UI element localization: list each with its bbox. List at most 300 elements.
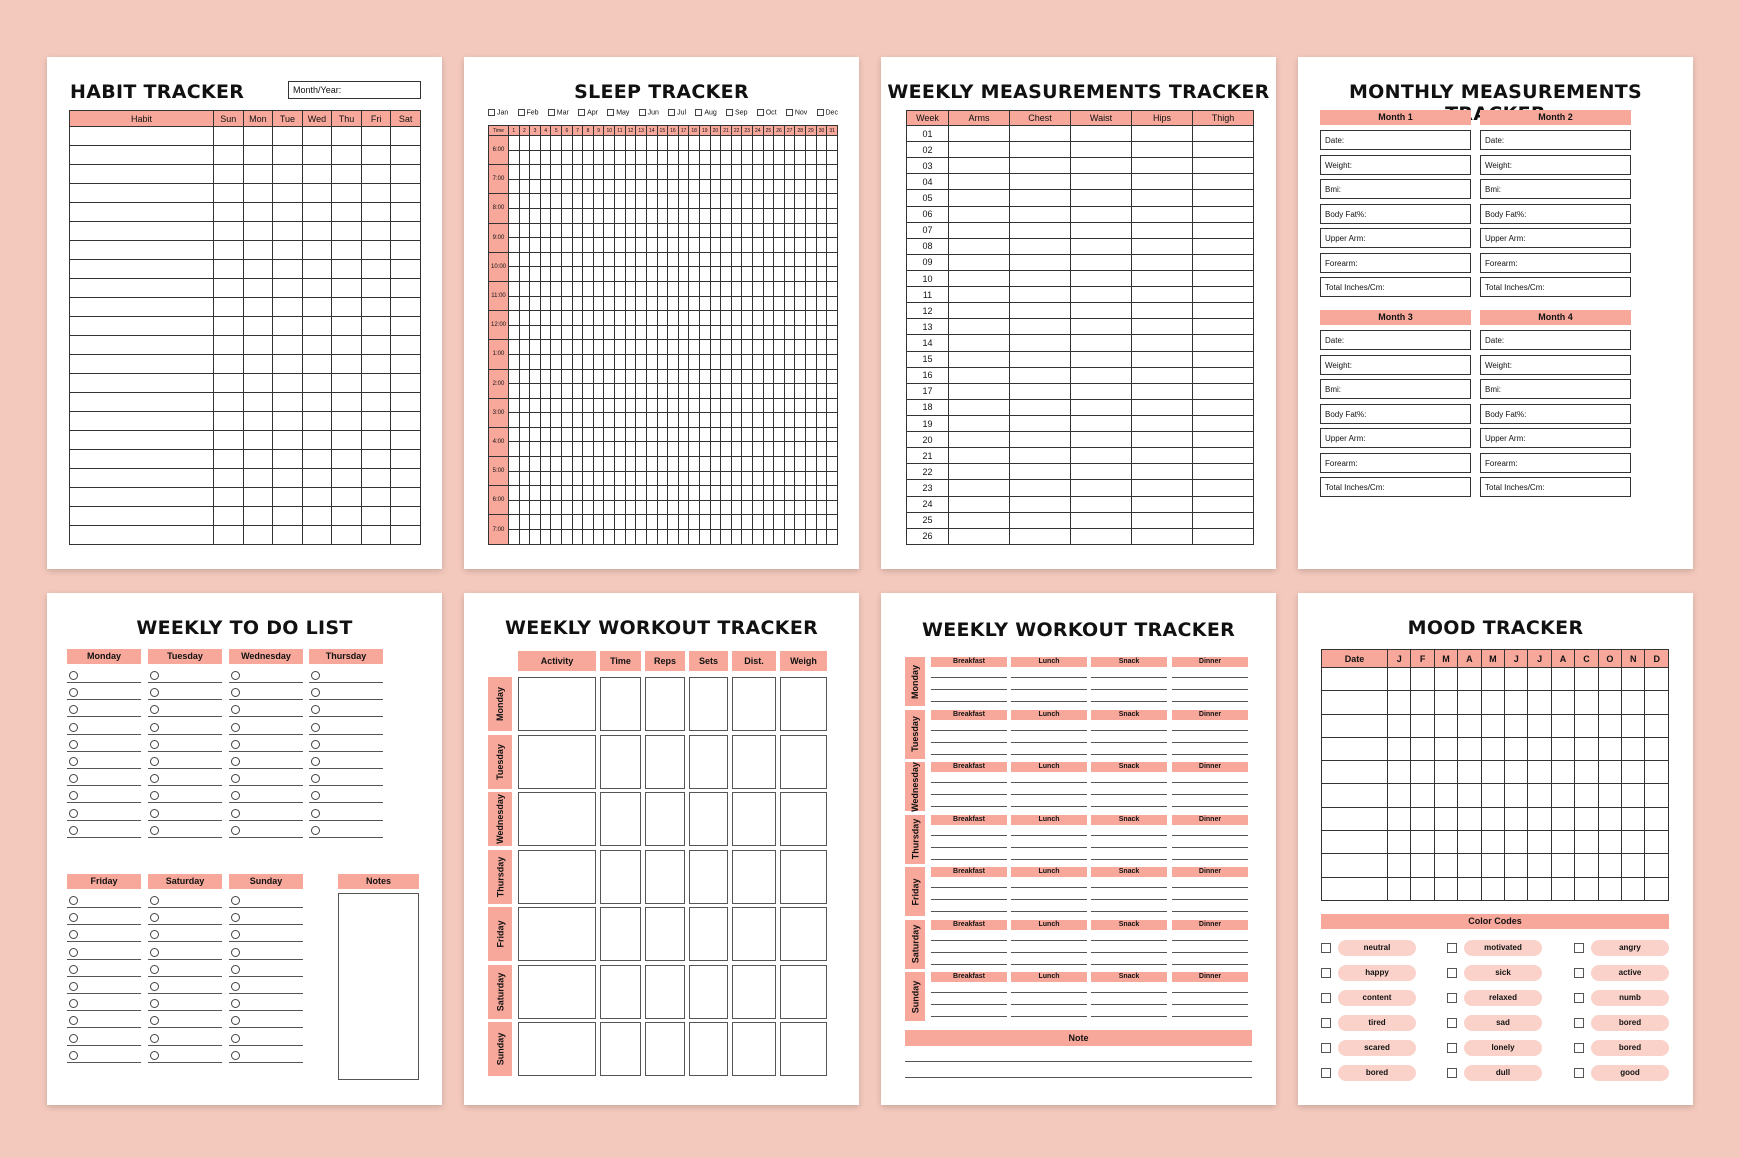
sleep-cell[interactable] bbox=[540, 515, 551, 530]
todo-checkbox[interactable] bbox=[150, 809, 159, 818]
color-code-checkbox[interactable] bbox=[1447, 993, 1457, 1003]
measurement-cell[interactable] bbox=[1071, 432, 1132, 448]
sleep-cell[interactable] bbox=[689, 427, 700, 442]
todo-checkbox[interactable] bbox=[311, 723, 320, 732]
color-code-checkbox[interactable] bbox=[1321, 1018, 1331, 1028]
sleep-cell[interactable] bbox=[721, 398, 732, 413]
measurement-cell[interactable] bbox=[949, 158, 1010, 174]
habit-cell[interactable] bbox=[273, 317, 303, 336]
sleep-cell[interactable] bbox=[615, 238, 626, 253]
sleep-cell[interactable] bbox=[816, 442, 827, 457]
sleep-cell[interactable] bbox=[721, 281, 732, 296]
habit-cell[interactable] bbox=[243, 279, 273, 298]
todo-checkbox[interactable] bbox=[69, 1034, 78, 1043]
sleep-cell[interactable] bbox=[689, 267, 700, 282]
sleep-cell[interactable] bbox=[530, 179, 541, 194]
todo-checkbox[interactable] bbox=[69, 809, 78, 818]
mood-cell[interactable] bbox=[1598, 877, 1621, 900]
sleep-cell[interactable] bbox=[604, 413, 615, 428]
workout-cell[interactable] bbox=[645, 735, 685, 789]
sleep-cell[interactable] bbox=[784, 442, 795, 457]
sleep-cell[interactable] bbox=[540, 194, 551, 209]
sleep-cell[interactable] bbox=[572, 515, 583, 530]
sleep-cell[interactable] bbox=[583, 398, 594, 413]
todo-checkbox[interactable] bbox=[150, 671, 159, 680]
sleep-cell[interactable] bbox=[583, 165, 594, 180]
sleep-cell[interactable] bbox=[593, 150, 604, 165]
sleep-cell[interactable] bbox=[540, 208, 551, 223]
sleep-cell[interactable] bbox=[689, 252, 700, 267]
sleep-cell[interactable] bbox=[530, 252, 541, 267]
measurement-cell[interactable] bbox=[949, 142, 1010, 158]
sleep-cell[interactable] bbox=[657, 515, 668, 530]
sleep-cell[interactable] bbox=[562, 500, 573, 515]
mood-cell[interactable] bbox=[1551, 761, 1574, 784]
sleep-cell[interactable] bbox=[540, 340, 551, 355]
workout-cell[interactable] bbox=[600, 907, 641, 961]
sleep-cell[interactable] bbox=[604, 384, 615, 399]
sleep-cell[interactable] bbox=[721, 500, 732, 515]
habit-cell[interactable] bbox=[273, 393, 303, 412]
sleep-cell[interactable] bbox=[530, 530, 541, 545]
measurement-cell[interactable] bbox=[949, 319, 1010, 335]
habit-cell[interactable] bbox=[214, 317, 244, 336]
month-checkbox[interactable] bbox=[695, 109, 716, 116]
sleep-cell[interactable] bbox=[604, 208, 615, 223]
measurement-cell[interactable] bbox=[1010, 270, 1071, 286]
sleep-cell[interactable] bbox=[540, 354, 551, 369]
sleep-cell[interactable] bbox=[625, 471, 636, 486]
sleep-cell[interactable] bbox=[731, 486, 742, 501]
sleep-cell[interactable] bbox=[636, 194, 647, 209]
sleep-cell[interactable] bbox=[689, 398, 700, 413]
sleep-cell[interactable] bbox=[774, 442, 785, 457]
habit-cell[interactable] bbox=[214, 260, 244, 279]
sleep-cell[interactable] bbox=[668, 486, 679, 501]
sleep-cell[interactable] bbox=[806, 500, 817, 515]
sleep-cell[interactable] bbox=[806, 165, 817, 180]
sleep-cell[interactable] bbox=[625, 515, 636, 530]
habit-cell[interactable] bbox=[214, 469, 244, 488]
sleep-cell[interactable] bbox=[806, 325, 817, 340]
sleep-cell[interactable] bbox=[710, 369, 721, 384]
sleep-cell[interactable] bbox=[593, 194, 604, 209]
sleep-cell[interactable] bbox=[699, 208, 710, 223]
workout-cell[interactable] bbox=[645, 677, 685, 731]
sleep-cell[interactable] bbox=[646, 457, 657, 472]
sleep-cell[interactable] bbox=[572, 369, 583, 384]
sleep-cell[interactable] bbox=[604, 340, 615, 355]
mood-cell[interactable] bbox=[1411, 714, 1434, 737]
workout-cell[interactable] bbox=[518, 1022, 596, 1076]
measurement-cell[interactable] bbox=[1010, 528, 1071, 544]
sleep-cell[interactable] bbox=[784, 340, 795, 355]
sleep-cell[interactable] bbox=[593, 208, 604, 223]
month-checkbox[interactable] bbox=[548, 109, 569, 116]
month-checkbox[interactable] bbox=[817, 109, 838, 116]
measurement-cell[interactable] bbox=[1193, 190, 1254, 206]
sleep-cell[interactable] bbox=[562, 515, 573, 530]
sleep-cell[interactable] bbox=[753, 252, 764, 267]
sleep-cell[interactable] bbox=[636, 384, 647, 399]
sleep-cell[interactable] bbox=[731, 427, 742, 442]
sleep-cell[interactable] bbox=[625, 457, 636, 472]
measurement-cell[interactable] bbox=[1132, 303, 1193, 319]
sleep-cell[interactable] bbox=[827, 500, 838, 515]
mood-cell[interactable] bbox=[1528, 807, 1551, 830]
sleep-cell[interactable] bbox=[646, 223, 657, 238]
workout-cell[interactable] bbox=[645, 965, 685, 1019]
workout-cell[interactable] bbox=[645, 907, 685, 961]
sleep-cell[interactable] bbox=[731, 471, 742, 486]
sleep-cell[interactable] bbox=[509, 398, 520, 413]
sleep-cell[interactable] bbox=[689, 442, 700, 457]
sleep-cell[interactable] bbox=[583, 179, 594, 194]
mood-cell[interactable] bbox=[1411, 831, 1434, 854]
sleep-cell[interactable] bbox=[583, 238, 594, 253]
todo-checkbox[interactable] bbox=[231, 1016, 240, 1025]
sleep-cell[interactable] bbox=[763, 179, 774, 194]
sleep-cell[interactable] bbox=[689, 325, 700, 340]
sleep-cell[interactable] bbox=[827, 515, 838, 530]
sleep-cell[interactable] bbox=[657, 208, 668, 223]
sleep-cell[interactable] bbox=[530, 500, 541, 515]
mood-cell[interactable] bbox=[1481, 877, 1504, 900]
sleep-cell[interactable] bbox=[753, 530, 764, 545]
sleep-cell[interactable] bbox=[562, 252, 573, 267]
sleep-cell[interactable] bbox=[519, 500, 530, 515]
sleep-cell[interactable] bbox=[710, 325, 721, 340]
color-code-checkbox[interactable] bbox=[1321, 1068, 1331, 1078]
sleep-cell[interactable] bbox=[699, 515, 710, 530]
todo-checkbox[interactable] bbox=[69, 965, 78, 974]
mood-cell[interactable] bbox=[1388, 737, 1411, 760]
sleep-cell[interactable] bbox=[784, 223, 795, 238]
measurement-cell[interactable] bbox=[1193, 528, 1254, 544]
mood-cell[interactable] bbox=[1622, 737, 1645, 760]
sleep-cell[interactable] bbox=[509, 238, 520, 253]
sleep-cell[interactable] bbox=[636, 165, 647, 180]
habit-cell[interactable] bbox=[243, 127, 273, 146]
sleep-cell[interactable] bbox=[816, 384, 827, 399]
sleep-cell[interactable] bbox=[689, 384, 700, 399]
sleep-cell[interactable] bbox=[583, 150, 594, 165]
mood-cell[interactable] bbox=[1575, 691, 1598, 714]
measurement-cell[interactable] bbox=[1071, 142, 1132, 158]
mood-cell[interactable] bbox=[1411, 784, 1434, 807]
sleep-cell[interactable] bbox=[551, 500, 562, 515]
sleep-cell[interactable] bbox=[636, 136, 647, 151]
sleep-cell[interactable] bbox=[636, 354, 647, 369]
sleep-cell[interactable] bbox=[689, 500, 700, 515]
habit-cell[interactable] bbox=[361, 241, 391, 260]
todo-checkbox[interactable] bbox=[150, 791, 159, 800]
measurement-cell[interactable] bbox=[949, 222, 1010, 238]
sleep-cell[interactable] bbox=[646, 354, 657, 369]
mood-cell[interactable] bbox=[1481, 784, 1504, 807]
measurement-cell[interactable] bbox=[1010, 448, 1071, 464]
mood-cell[interactable] bbox=[1598, 831, 1621, 854]
sleep-cell[interactable] bbox=[721, 252, 732, 267]
sleep-cell[interactable] bbox=[763, 194, 774, 209]
sleep-cell[interactable] bbox=[625, 486, 636, 501]
sleep-cell[interactable] bbox=[551, 515, 562, 530]
measurement-cell[interactable] bbox=[1193, 464, 1254, 480]
mood-cell[interactable] bbox=[1388, 691, 1411, 714]
measurement-cell[interactable] bbox=[1071, 464, 1132, 480]
mood-cell[interactable] bbox=[1481, 668, 1504, 691]
sleep-cell[interactable] bbox=[774, 311, 785, 326]
color-code-checkbox[interactable] bbox=[1574, 993, 1584, 1003]
sleep-cell[interactable] bbox=[731, 500, 742, 515]
measurement-cell[interactable] bbox=[1071, 254, 1132, 270]
sleep-cell[interactable] bbox=[689, 179, 700, 194]
sleep-cell[interactable] bbox=[721, 471, 732, 486]
mood-cell[interactable] bbox=[1528, 784, 1551, 807]
sleep-cell[interactable] bbox=[572, 150, 583, 165]
sleep-cell[interactable] bbox=[710, 515, 721, 530]
sleep-cell[interactable] bbox=[625, 208, 636, 223]
habit-cell[interactable] bbox=[302, 165, 332, 184]
sleep-cell[interactable] bbox=[551, 281, 562, 296]
sleep-cell[interactable] bbox=[753, 369, 764, 384]
sleep-cell[interactable] bbox=[519, 281, 530, 296]
habit-cell[interactable] bbox=[302, 184, 332, 203]
sleep-cell[interactable] bbox=[604, 369, 615, 384]
sleep-cell[interactable] bbox=[699, 457, 710, 472]
sleep-cell[interactable] bbox=[699, 427, 710, 442]
sleep-cell[interactable] bbox=[636, 442, 647, 457]
sleep-cell[interactable] bbox=[678, 296, 689, 311]
sleep-cell[interactable] bbox=[646, 296, 657, 311]
sleep-cell[interactable] bbox=[710, 427, 721, 442]
workout-cell[interactable] bbox=[780, 735, 827, 789]
habit-cell[interactable] bbox=[70, 374, 214, 393]
sleep-cell[interactable] bbox=[774, 413, 785, 428]
sleep-cell[interactable] bbox=[753, 427, 764, 442]
sleep-cell[interactable] bbox=[678, 530, 689, 545]
sleep-cell[interactable] bbox=[731, 238, 742, 253]
measurement-field[interactable] bbox=[1320, 204, 1471, 224]
measurement-cell[interactable] bbox=[1132, 464, 1193, 480]
sleep-cell[interactable] bbox=[562, 340, 573, 355]
todo-checkbox[interactable] bbox=[150, 999, 159, 1008]
habit-cell[interactable] bbox=[391, 146, 421, 165]
sleep-cell[interactable] bbox=[636, 325, 647, 340]
workout-cell[interactable] bbox=[780, 1022, 827, 1076]
sleep-cell[interactable] bbox=[646, 500, 657, 515]
sleep-cell[interactable] bbox=[699, 354, 710, 369]
sleep-cell[interactable] bbox=[795, 369, 806, 384]
sleep-cell[interactable] bbox=[668, 252, 679, 267]
sleep-cell[interactable] bbox=[699, 150, 710, 165]
sleep-cell[interactable] bbox=[678, 471, 689, 486]
sleep-cell[interactable] bbox=[551, 179, 562, 194]
sleep-cell[interactable] bbox=[699, 340, 710, 355]
measurement-cell[interactable] bbox=[1071, 367, 1132, 383]
sleep-cell[interactable] bbox=[625, 369, 636, 384]
color-code-checkbox[interactable] bbox=[1574, 1043, 1584, 1053]
sleep-cell[interactable] bbox=[795, 252, 806, 267]
habit-cell[interactable] bbox=[302, 431, 332, 450]
sleep-cell[interactable] bbox=[699, 384, 710, 399]
sleep-cell[interactable] bbox=[530, 515, 541, 530]
sleep-cell[interactable] bbox=[583, 252, 594, 267]
sleep-cell[interactable] bbox=[551, 354, 562, 369]
sleep-cell[interactable] bbox=[668, 208, 679, 223]
measurement-cell[interactable] bbox=[1193, 383, 1254, 399]
sleep-cell[interactable] bbox=[636, 500, 647, 515]
sleep-cell[interactable] bbox=[540, 179, 551, 194]
sleep-cell[interactable] bbox=[657, 281, 668, 296]
todo-checkbox[interactable] bbox=[150, 774, 159, 783]
sleep-cell[interactable] bbox=[668, 296, 679, 311]
mood-cell[interactable] bbox=[1645, 877, 1669, 900]
mood-cell[interactable] bbox=[1575, 668, 1598, 691]
measurement-cell[interactable] bbox=[949, 270, 1010, 286]
habit-cell[interactable] bbox=[302, 412, 332, 431]
color-code-checkbox[interactable] bbox=[1321, 993, 1331, 1003]
sleep-cell[interactable] bbox=[519, 413, 530, 428]
habit-cell[interactable] bbox=[302, 488, 332, 507]
sleep-cell[interactable] bbox=[668, 136, 679, 151]
sleep-cell[interactable] bbox=[625, 530, 636, 545]
mood-cell[interactable] bbox=[1551, 877, 1574, 900]
todo-checkbox[interactable] bbox=[231, 757, 240, 766]
measurement-cell[interactable] bbox=[1010, 174, 1071, 190]
sleep-cell[interactable] bbox=[615, 471, 626, 486]
habit-cell[interactable] bbox=[391, 450, 421, 469]
sleep-cell[interactable] bbox=[562, 150, 573, 165]
habit-cell[interactable] bbox=[273, 469, 303, 488]
habit-cell[interactable] bbox=[302, 526, 332, 545]
mood-cell[interactable] bbox=[1481, 831, 1504, 854]
habit-cell[interactable] bbox=[361, 336, 391, 355]
mood-cell[interactable] bbox=[1434, 714, 1457, 737]
measurement-cell[interactable] bbox=[1071, 270, 1132, 286]
sleep-cell[interactable] bbox=[784, 208, 795, 223]
sleep-cell[interactable] bbox=[710, 457, 721, 472]
sleep-cell[interactable] bbox=[519, 267, 530, 282]
sleep-cell[interactable] bbox=[625, 267, 636, 282]
mood-cell[interactable] bbox=[1551, 831, 1574, 854]
sleep-cell[interactable] bbox=[742, 384, 753, 399]
mood-cell[interactable] bbox=[1411, 668, 1434, 691]
color-code-checkbox[interactable] bbox=[1447, 943, 1457, 953]
sleep-cell[interactable] bbox=[583, 325, 594, 340]
sleep-cell[interactable] bbox=[593, 340, 604, 355]
sleep-cell[interactable] bbox=[657, 179, 668, 194]
habit-cell[interactable] bbox=[332, 241, 362, 260]
measurement-cell[interactable] bbox=[1132, 319, 1193, 335]
color-code-checkbox[interactable] bbox=[1574, 1018, 1584, 1028]
sleep-cell[interactable] bbox=[540, 369, 551, 384]
sleep-cell[interactable] bbox=[593, 427, 604, 442]
measurement-cell[interactable] bbox=[1132, 432, 1193, 448]
measurement-cell[interactable] bbox=[1193, 367, 1254, 383]
measurement-cell[interactable] bbox=[1071, 238, 1132, 254]
habit-cell[interactable] bbox=[273, 203, 303, 222]
sleep-cell[interactable] bbox=[763, 500, 774, 515]
sleep-cell[interactable] bbox=[509, 369, 520, 384]
sleep-cell[interactable] bbox=[678, 267, 689, 282]
sleep-cell[interactable] bbox=[583, 427, 594, 442]
measurement-field[interactable] bbox=[1320, 155, 1471, 175]
measurement-cell[interactable] bbox=[1071, 480, 1132, 496]
measurement-cell[interactable] bbox=[1132, 496, 1193, 512]
sleep-cell[interactable] bbox=[625, 223, 636, 238]
sleep-cell[interactable] bbox=[583, 340, 594, 355]
sleep-cell[interactable] bbox=[774, 150, 785, 165]
sleep-cell[interactable] bbox=[753, 515, 764, 530]
todo-checkbox[interactable] bbox=[231, 826, 240, 835]
sleep-cell[interactable] bbox=[731, 165, 742, 180]
mood-cell[interactable] bbox=[1322, 831, 1388, 854]
workout-cell[interactable] bbox=[689, 677, 728, 731]
workout-cell[interactable] bbox=[600, 1022, 641, 1076]
sleep-cell[interactable] bbox=[583, 530, 594, 545]
measurement-field[interactable] bbox=[1320, 379, 1471, 399]
habit-cell[interactable] bbox=[302, 146, 332, 165]
habit-cell[interactable] bbox=[214, 507, 244, 526]
sleep-cell[interactable] bbox=[806, 223, 817, 238]
measurement-cell[interactable] bbox=[949, 399, 1010, 415]
sleep-cell[interactable] bbox=[816, 369, 827, 384]
mood-cell[interactable] bbox=[1645, 737, 1669, 760]
sleep-cell[interactable] bbox=[816, 165, 827, 180]
measurement-cell[interactable] bbox=[1071, 512, 1132, 528]
sleep-cell[interactable] bbox=[668, 340, 679, 355]
sleep-cell[interactable] bbox=[774, 369, 785, 384]
measurement-field[interactable] bbox=[1320, 253, 1471, 273]
sleep-cell[interactable] bbox=[784, 136, 795, 151]
sleep-cell[interactable] bbox=[753, 413, 764, 428]
mood-cell[interactable] bbox=[1645, 761, 1669, 784]
sleep-cell[interactable] bbox=[625, 354, 636, 369]
sleep-cell[interactable] bbox=[699, 311, 710, 326]
sleep-cell[interactable] bbox=[646, 238, 657, 253]
mood-cell[interactable] bbox=[1645, 854, 1669, 877]
sleep-cell[interactable] bbox=[604, 515, 615, 530]
sleep-cell[interactable] bbox=[774, 165, 785, 180]
sleep-cell[interactable] bbox=[784, 530, 795, 545]
sleep-cell[interactable] bbox=[710, 311, 721, 326]
notes-box[interactable] bbox=[338, 893, 419, 1080]
habit-cell[interactable] bbox=[70, 165, 214, 184]
sleep-cell[interactable] bbox=[784, 179, 795, 194]
sleep-cell[interactable] bbox=[572, 208, 583, 223]
sleep-cell[interactable] bbox=[593, 281, 604, 296]
sleep-cell[interactable] bbox=[572, 296, 583, 311]
mood-cell[interactable] bbox=[1458, 668, 1481, 691]
todo-checkbox[interactable] bbox=[150, 740, 159, 749]
sleep-cell[interactable] bbox=[668, 223, 679, 238]
sleep-cell[interactable] bbox=[816, 238, 827, 253]
sleep-cell[interactable] bbox=[827, 238, 838, 253]
habit-cell[interactable] bbox=[243, 355, 273, 374]
color-code-checkbox[interactable] bbox=[1321, 968, 1331, 978]
sleep-cell[interactable] bbox=[551, 471, 562, 486]
measurement-field[interactable] bbox=[1320, 404, 1471, 424]
mood-cell[interactable] bbox=[1622, 668, 1645, 691]
sleep-cell[interactable] bbox=[816, 354, 827, 369]
sleep-cell[interactable] bbox=[721, 530, 732, 545]
habit-cell[interactable] bbox=[391, 393, 421, 412]
sleep-cell[interactable] bbox=[593, 500, 604, 515]
measurement-cell[interactable] bbox=[1010, 287, 1071, 303]
measurement-cell[interactable] bbox=[1193, 448, 1254, 464]
sleep-cell[interactable] bbox=[509, 150, 520, 165]
